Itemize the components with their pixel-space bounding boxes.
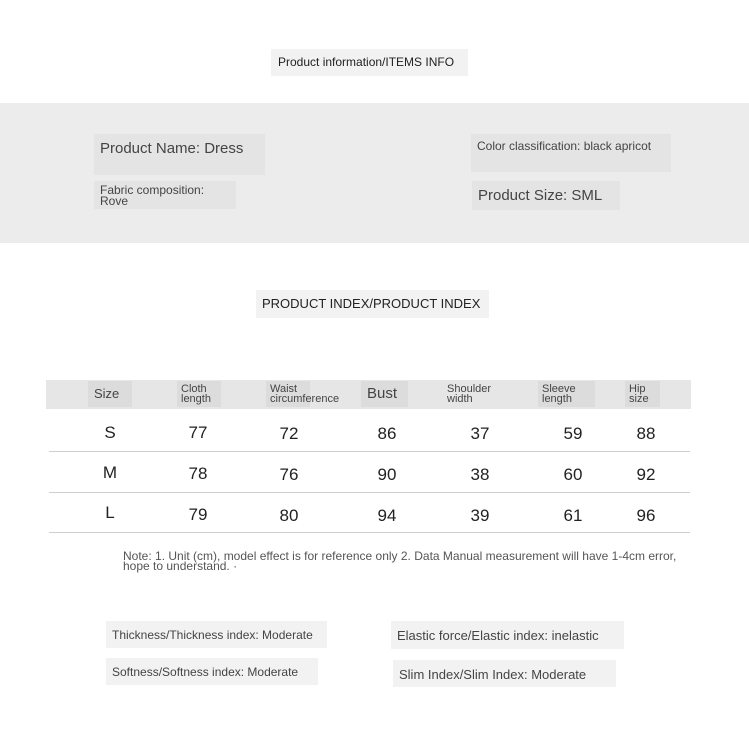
cell-sleeve-l: 61: [563, 506, 583, 525]
header-sleeve-line1: Sleeve: [542, 383, 576, 395]
product-size-label: Product Size: SML: [472, 181, 620, 210]
row-divider: [49, 492, 690, 493]
header-bust: [361, 381, 408, 407]
header-waist-circumference: [266, 381, 340, 407]
cell-cloth-length-m: 78: [188, 464, 208, 483]
softness-index-label: Softness/Softness index: Moderate: [106, 658, 318, 685]
header-bust-text: Bust: [367, 385, 398, 402]
header-waist-line1: Waist: [270, 383, 298, 395]
header-hip-size: [625, 381, 660, 407]
cell-hip-s: 88: [636, 424, 656, 443]
row-divider: [49, 451, 690, 452]
cell-waist-l: 80: [279, 506, 299, 525]
note-line2: hope to understand. ·: [123, 559, 238, 573]
header-cloth-length-line2: length: [181, 393, 211, 405]
fabric-composition-line2: Rove: [100, 194, 129, 208]
cell-waist-m: 76: [279, 465, 299, 484]
product-information-title: Product information/ITEMS INFO: [271, 49, 468, 76]
header-shoulder-line1: Shoulder: [447, 383, 492, 395]
cell-shoulder-s: 37: [470, 424, 490, 443]
cell-size-s: S: [104, 423, 116, 442]
product-name-label: Product Name: Dress: [94, 134, 265, 175]
measurement-note: [123, 551, 693, 571]
cell-shoulder-l: 39: [470, 506, 490, 525]
cell-waist-s: 72: [279, 424, 299, 443]
row-divider: [49, 532, 690, 533]
header-cloth-length: [177, 381, 221, 407]
cell-sleeve-m: 60: [563, 465, 583, 484]
cell-sleeve-s: 59: [563, 424, 583, 443]
header-size: [88, 381, 132, 407]
header-shoulder-line2: width: [447, 393, 473, 405]
cell-hip-l: 96: [636, 506, 656, 525]
product-index-title: PRODUCT INDEX/PRODUCT INDEX: [256, 290, 489, 318]
cell-bust-m: 90: [377, 465, 397, 484]
cell-bust-l: 94: [377, 506, 397, 525]
note-line1: Note: 1. Unit (cm), model effect is for reference only 2. Data Manual measurement will have 1-4cm error,: [123, 549, 677, 563]
header-shoulder-width: [443, 381, 499, 407]
cell-size-m: M: [102, 463, 118, 482]
slim-index-label: Slim Index/Slim Index: Moderate: [393, 660, 616, 687]
header-hip-line2: size: [629, 393, 649, 405]
header-waist-line2: circumference: [270, 393, 340, 405]
cell-cloth-length-l: 79: [188, 505, 208, 524]
cell-size-l: L: [105, 503, 115, 522]
header-hip-line1: Hip: [629, 383, 646, 395]
thickness-index-label: Thickness/Thickness index: Moderate: [106, 621, 327, 648]
fabric-composition-line1: Fabric composition:: [100, 183, 205, 197]
color-classification-label: Color classification: black apricot: [471, 134, 671, 172]
cell-cloth-length-s: 77: [188, 423, 208, 442]
header-cloth-length-line1: Cloth: [181, 383, 207, 395]
header-size-text: Size: [94, 386, 120, 401]
header-sleeve-line2: length: [542, 393, 572, 405]
cell-bust-s: 86: [377, 424, 397, 443]
header-sleeve-length: [538, 381, 595, 407]
elastic-index-label: Elastic force/Elastic index: inelastic: [391, 621, 624, 649]
cell-hip-m: 92: [636, 465, 656, 484]
fabric-composition-label: [94, 181, 236, 209]
cell-shoulder-m: 38: [470, 465, 490, 484]
